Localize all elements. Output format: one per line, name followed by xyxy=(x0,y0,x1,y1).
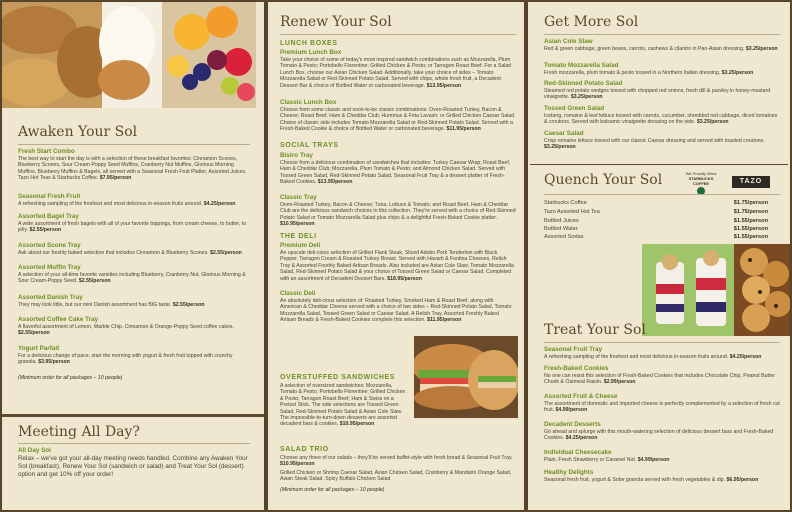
all-day-sol: All Day Sol Relax – we've got your all-day meeting needs handled. Combine any Awaken Your Sol (breakfast), Renew Your Sol (sandwich or salad) and Treat Your Sol (dessert) option and get 10% off your order! xyxy=(18,447,248,478)
menu-item: Fresh-Baked Cookies No one can resist this selection of Fresh-Baked Cookies that includes Chocolate Chip, Peanut Butter Chunk & Oatmeal Raisin. $2.99/person xyxy=(544,365,775,386)
spacer xyxy=(530,306,642,307)
treat-divider xyxy=(544,342,780,343)
drink-row: Bottled Juices $1.55/person xyxy=(544,218,768,224)
menu-item: Assorted Bagel Tray A wide assortment of fresh bagels with all of your favorite toppings, from cream cheese, to butter, to jelly. $2.55/person xyxy=(18,213,247,234)
minimum-order-note: (Minimum order for all packages – 10 people) xyxy=(280,487,385,493)
menu-item: Assorted Coffee Cake Tray A flavorful assortment of Lemon, Marble Chip, Cinnamon & Orange-Poppy Seed coffee cakes. $2.55/person xyxy=(18,316,234,337)
drink-row: Tazo Assorted Hot Tea $1.75/person xyxy=(544,209,768,215)
menu-item: Yogurt Parfait For a delicious change of pace, start the morning with yogurt & fresh fruit topped with crunchy granola. $3.95/person xyxy=(18,345,233,366)
breakfast-photo xyxy=(2,2,256,108)
overstuffed-label: OVERSTUFFED SANDWICHES xyxy=(280,374,396,381)
treat-title: Treat Your Sol xyxy=(544,322,646,338)
menu-item: Tossed Green Salad Iceberg, romaine & leaf lettuce tossed with carrots, cucumber, shredded red cabbage, diced tomatoes & croutons. Served with balsamic vinaigrette dressing on the side. $3.25/person xyxy=(544,105,778,126)
menu-item: Red-Skinned Potato Salad Steamed red potato wedges tossed with chopped red onions, fresh dill & parsley in honey-mustard vinaigrette. $3.25/person xyxy=(544,80,771,101)
section-rule xyxy=(530,164,788,165)
menu-item: Assorted Fruit & Cheese The assortment of domestic and imported cheese is perfectly complemented by a selection of fresh cut fruit. $4.99/person xyxy=(544,393,780,414)
starbucks-logo: We Proudly Brew STARBUCKS COFFEE xyxy=(680,171,722,195)
minimum-order-note: (Minimum order for all packages – 10 people) xyxy=(18,375,123,381)
menu-item: Premium Lunch Box Take your choice of some of today's most inspired sandwich combinations such as Mozzarella, Plum Tomato & Pesto; Portobello Florentine; Grilled Chicken & Pesto; or Tarragon Roast Beef. For a Salad Lunch Box, choose our Asian Chicken Salad. Additionally, take your choice of sides – Tomato Mozzarella Salad or Red-Skinned Potato Salad. Served with chips, whole fresh fruit, a Decadent Dessert Bar & choice of Bottled Water or carbonated beverage. $13.95/person xyxy=(280,49,512,89)
menu-item: Seasonal Fruit Tray A refreshing sampling of the freshest and most delicious in-season fruits around. $4.25/person xyxy=(544,346,762,360)
menu-item: Fresh Start Combo The best way to start the day is with a selection of these breakfast favorites: Cinnamon Scones, Blueberry Scones, Sour Cream-Poppy Seed Muffins, Cranberry Nut Muffins, Glorious Morning Muffins, Blueberry Muffins & Bagels, all served with a Seasonal Fresh Fruit Platter, Assorted Juices, Tazo Hot Teas & Starbucks Coffee. $7.95/person xyxy=(18,148,247,182)
menu-item: Bistro Tray Choose from a delicious combination of sandwiches that includes: Turkey Caesar Wrap; Roast Beef, Ham & Cheddar Club; Mozzarella, Plum Tomato & Pesto; and Almond Chicken Salad. Served with Tossed Green Salad, Red-Skinned Potato Salad, Seasonal Fruit Tray & a dessert platter of Fresh-Baked Cookies. $13.95/person xyxy=(280,152,511,186)
awaken-title: Awaken Your Sol xyxy=(18,124,138,140)
menu-item: Classic Lunch Box Choose from some classic and soon-to-be classic combinations: Oven-Roasted Turkey, Bacon & Cheese; Roast Beef, Ham & Cheddar Club; Hummus & Feta Lavash; or Grilled Chicken Caesar Salad. Choice of classic side includes Tomato Mozzarella Salad or Red-Skinned Potato Salad. Served with a Fresh-Baked Cookie & choice of Bottled Water or carbonated beverage. $11.95/person xyxy=(280,99,516,133)
tazo-logo: TAZO xyxy=(732,176,770,188)
menu-item: Classic Tray Oven-Roasted Turkey, Bacon & Cheese; Tuna, Lettuce & Tomato; and Roast Beef, Ham & Cheddar Club are the delicious sandwich choices in this collection. They're served with a choice of Red-Skinned Potato Salad or Tomato Mozzarella Salad plus chips & a delightful Fresh-Baked Cookie platter. $10.95/person xyxy=(280,194,516,228)
parfait-cookies-photo xyxy=(642,244,790,336)
salad-trio-label: SALAD TRIO xyxy=(280,446,329,453)
menu-item: Premium Deli An upscale deli-cious selection of Grilled Flank Steak, Sliced Adobo Pork Tenderloin with Black Pepper, Tarragon Cream & Roasted Turkey Breast. Served with Havarti & Fontina Cheeses, Relish Tray & Assorted Freshly Baked Artisan Breads. Also included are Asian Cole Slaw, Tomato Mozzarella Salad, Red-Skinned Potato Salad & your choice of Tossed Green Salad or Caesar Salad. Completed with an assortment of Decadent Dessert Bars. $18.95/person xyxy=(280,242,514,282)
salad-trio-desc: Choose any three of our salads – they'll be served buffet-style with fresh bread & Seasonal Fruit Tray. $10.95/person Grilled Chicken or Shrimp Caesar Salad, Asian Chicken Salad, Cranberry & Mandarin Orange Salad, Asian Steak Salad, Spicy Buffalo Chicken Salad xyxy=(280,455,513,483)
the-deli-label: THE DELI xyxy=(280,233,317,240)
menu-item: Assorted Muffin Tray A selection of your all-time favorite varieties including Blueberry, Cranberry Nut, Glorious Morning & Sour Cream-Poppy Seed. $2.55/person xyxy=(18,264,246,285)
meeting-divider xyxy=(18,443,250,444)
menu-item: Classic Deli An absolutely deli-cious selection of: Roasted Turkey, Smoked Ham & Roast Beef, along with American & Cheddar Cheese served with a choice of two sides – Red-Skinned Potato Salad, Tomato Mozzarella Salad, Tossed Green Salad or Caesar Salad. A Relish Tray, Assorted Freshly Baked Artisan Breads & Fresh-Baked Cookies complete this selection. $11.95/person xyxy=(280,290,512,324)
quench-divider xyxy=(544,194,780,195)
menu-item: Tomato Mozzarella Salad Fresh mozzarella, plum tomato & pesto tossed in a Northern Italian dressing. $3.25/person xyxy=(544,62,754,76)
menu-item: Seasonal Fresh Fruit A refreshing sampling of the freshest and most delicious in-season fruits around. $4.25/person xyxy=(18,193,236,207)
quench-title: Quench Your Sol xyxy=(544,172,663,188)
menu-item: Decadent Desserts Go ahead and splurge with this mouth-watering selection of delicious dessert bars and Fresh-Baked Cookies. $4.25/person xyxy=(544,421,774,442)
menu-item: Individual Cheesecake Plain, Fresh Strawberry or Caramel Nut. $4.99/person xyxy=(544,449,670,463)
social-trays-label: SOCIAL TRAYS xyxy=(280,142,339,149)
overstuffed-desc: A selection of oversized sandwiches: Mozzarella, Tomato & Pesto; Portobello Florentine; Grilled Chicken & Pesto; Tarragon Roast Beef; Ham & Swiss on a Pretzel Stick. The side selections are Tossed Green Salad, Red-Skinned Potato Salad & Asian Cole Slaw. The impossible-to-turn-down desserts are assorted decadent bars & cookies. $10.95/person xyxy=(280,383,406,428)
get-more-divider xyxy=(544,34,780,35)
drink-row: Starbucks Coffee $1.75/person xyxy=(544,200,768,206)
meeting-title: Meeting All Day? xyxy=(18,424,140,440)
get-more-title: Get More Sol xyxy=(544,14,639,30)
awaken-divider xyxy=(18,144,250,145)
renew-divider xyxy=(280,34,516,35)
menu-item: Assorted Scone Tray Ask about our freshly baked selection that includes Cinnamon & Blueberry Scones. $2.55/person xyxy=(18,242,242,256)
menu-item: Assorted Danish Tray They may look little, but our mini Danish assortment has BIG taste. $2.55/person xyxy=(18,294,205,308)
menu-item: Caesar Salad Crisp romaine lettuce tossed with our classic Caesar dressing and served with toasted croutons. $3.25/person xyxy=(544,130,765,151)
drink-row: Assorted Sodas $1.55/person xyxy=(544,234,768,240)
drink-row: Bottled Water $1.55/person xyxy=(544,226,768,232)
menu-item: Asian Cole Slaw Red & green cabbage, green beans, carrots, cashews & cilantro in Pan-Asian dressing. $3.25/person xyxy=(544,38,778,52)
sandwich-photo xyxy=(414,336,518,418)
menu-item: Healthy Delights Seasonal fresh fruit, yogurt & Sobe granola served with fresh vegetables & dip. $6.95/person xyxy=(544,469,759,483)
lunch-boxes-label: LUNCH BOXES xyxy=(280,40,338,47)
renew-title: Renew Your Sol xyxy=(280,14,392,30)
